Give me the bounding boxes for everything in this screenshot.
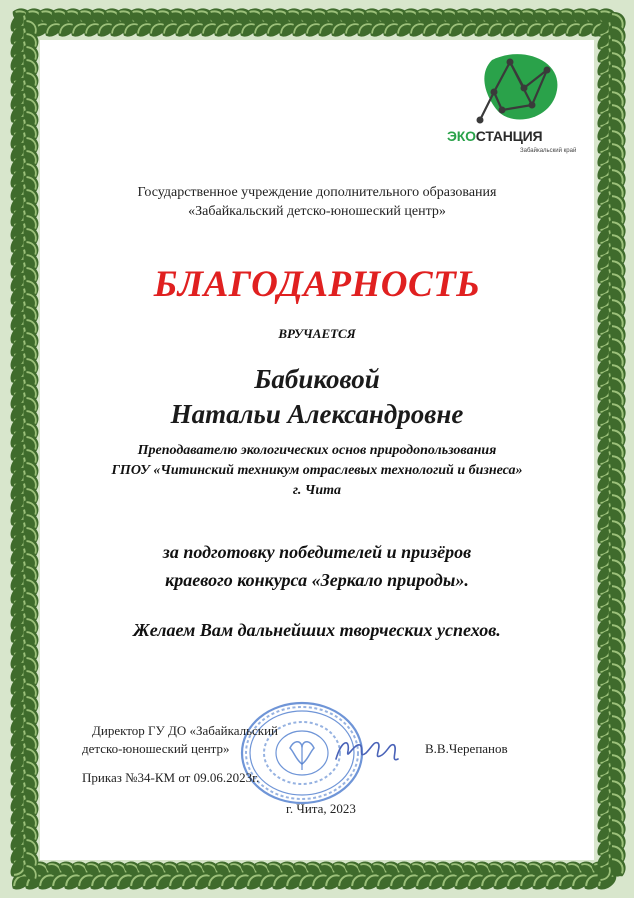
signatory-name: В.В.Черепанов [425,741,508,756]
organization-name [70,183,564,221]
logo-name [447,128,542,144]
handwritten-signature-icon [332,733,402,769]
certificate-title: БЛАГОДАРНОСТЬ [153,264,481,305]
reason-line-1: за подготовку победителей и призёров [162,542,472,562]
recipient-given-names: Натальи Александровне [170,399,464,429]
recipient-position [70,441,564,501]
organization-line-2: «Забайкальский детско-юношеский центр» [188,204,446,219]
logo-subtitle: Забайкальский край [520,148,577,154]
awarded-label: ВРУЧАЕТСЯ [278,326,356,341]
city-year: г. Чита, 2023 [286,801,356,816]
director-title-line-2: детско-юношеский центр» [82,741,230,756]
wish-text: Желаем Вам дальнейших творческих успехов. [133,620,501,640]
position-line-3: г. Чита [292,483,342,498]
award-reason [70,538,564,594]
position-line-1: Преподавателю экологических основ природопользования [137,443,497,458]
director-title-line-1: Директор ГУ ДО «Забайкальский [92,723,279,738]
logo-name-eko: ЭКО [447,128,476,144]
order-reference: Приказ №34-КМ от 09.06.2023г. [82,770,260,785]
organization-line-1: Государственное учреждение дополнительного образования [137,185,497,200]
position-line-2: ГПОУ «Читинский техникум отраслевых технологий и бизнеса» [111,463,523,478]
reason-line-2: краевого конкурса «Зеркало природы». [165,570,469,590]
recipient-surname: Бабиковой [254,364,380,394]
logo-name-station: СТАНЦИЯ [475,128,543,144]
eco-station-logo-icon [452,50,572,130]
